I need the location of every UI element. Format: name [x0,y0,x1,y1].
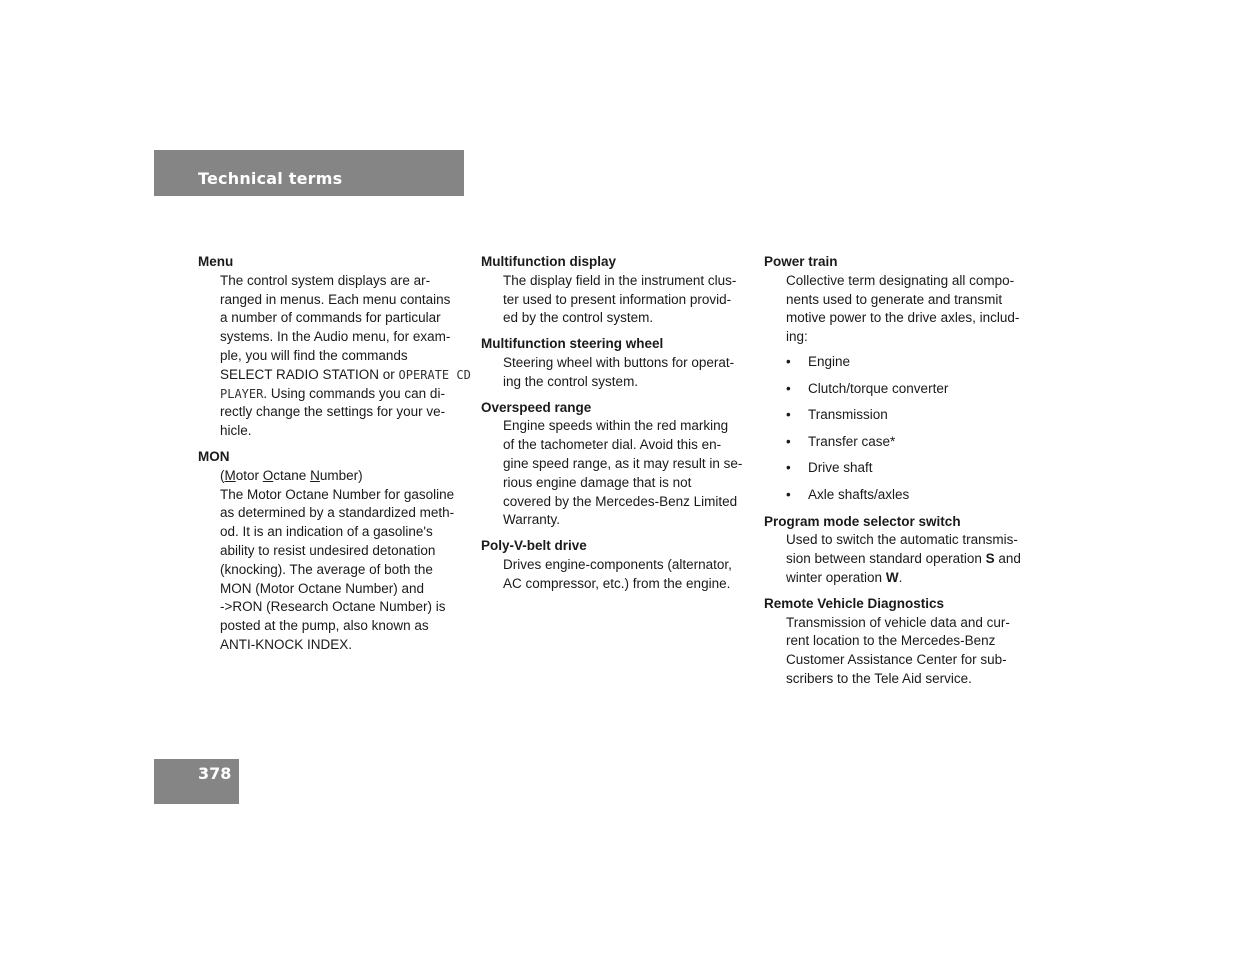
list-item: • Transmission [786,406,1032,425]
term-multifunction-display: Multifunction display [481,254,616,269]
mode-w-symbol: W [885,569,899,585]
text-line: Customer Assistance Center for sub- [786,652,1007,668]
text-line: ing: [786,329,808,345]
column-1 [198,253,471,662]
text-line: systems. In the Audio menu, for exam- [220,329,451,345]
text-line: Engine speeds within the red marking [503,418,729,434]
text-line: ability to resist undesired detonation [220,542,436,558]
column-3 [764,253,1032,696]
list-item: • Drive shaft [786,459,1032,478]
list-item: • Engine [786,353,1032,372]
text-line: motive power to the drive axles, includ- [786,310,1020,326]
text-line [220,366,471,385]
list-item: • Clutch/torque converter [786,380,1032,399]
text-line: scribers to the Tele Aid service. [786,670,972,686]
text-line: The control system displays are ar- [220,272,431,288]
term-remote-vehicle-diagnostics: Remote Vehicle Diagnostics [764,595,945,611]
text-line: gine speed range, as it may result in se- [503,455,743,471]
command-select-radio-station: SELECT RADIO STATION [220,366,380,382]
text-line: od. It is an indication of a gasoline's [220,524,433,540]
power-train-components-list [786,353,1032,505]
text-fragment: otor [235,467,263,483]
term-mon: MON [198,448,230,464]
page-number-tab [154,759,239,804]
text-line: Transmission of vehicle data and cur- [786,614,1010,630]
term-overspeed-range: Overspeed range [481,399,592,415]
text-line [786,569,1032,588]
text-fragment: and [994,551,1021,567]
text-fragment: . [898,569,903,585]
term-program-mode-selector-switch: Program mode selector switch [764,513,961,529]
term-menu: Menu [198,254,234,269]
text-line: Warranty. [503,512,561,528]
or-text: or [379,366,399,382]
text-fragment: . Using commands you can di- [263,385,445,401]
text-line [220,385,466,404]
term-poly-v-belt-drive: Poly-V-belt drive [481,538,587,554]
text-line: Steering wheel with buttons for operat- [503,354,735,370]
text-line: of the tachometer dial. Avoid this en- [503,437,722,453]
list-item: • Transfer case* [786,433,1032,452]
text-line: ranged in menus. Each menu contains [220,291,451,307]
column-2 [481,253,749,601]
text-line: ter used to present information provid- [503,291,732,307]
text-fragment: ctane [273,467,311,483]
command-operate-cd-part2: PLAYER [220,386,264,401]
definition-remote-vehicle-diagnostics [786,614,1032,689]
text-line: Drives engine-components (alternator, [503,556,732,572]
underlined-letter: M [224,467,236,483]
text-line: rectly change the settings for your ve- [220,404,446,420]
text-line: a number of commands for particular [220,310,441,326]
list-item: • Axle shafts/axles [786,486,1032,505]
text-line: The Motor Octane Number for gasoline [220,486,455,502]
text-line: Used to switch the automatic transmis- [786,532,1018,548]
text-fragment: ( [220,467,225,483]
term-power-train: Power train [764,254,838,269]
term-multifunction-steering-wheel: Multifunction steering wheel [481,336,664,352]
definition-power-train [786,272,1032,505]
mon-abbreviation [220,467,466,486]
section-title: Technical terms [198,169,343,188]
text-line: rious engine damage that is not [503,474,692,490]
text-line: nents used to generate and transmit [786,291,1003,307]
text-line: AC compressor, etc.) from the engine. [503,575,731,591]
text-line: The display field in the instrument clus- [503,272,737,288]
text-line: as determined by a standardized meth- [220,505,455,521]
underlined-letter: O [262,467,274,483]
definition-poly-v-belt-drive [503,556,749,594]
text-line: ple, you will find the commands [220,347,408,363]
definition-program-mode-selector-switch [786,531,1032,587]
command-operate-cd-part1: OPERATE CD [398,367,471,382]
text-line: (knocking). The average of both the [220,561,433,577]
text-line: Collective term designating all compo- [786,272,1015,288]
section-header-bar [154,150,464,196]
text-line: ing the control system. [503,373,639,389]
text-line: hicle. [220,423,252,439]
definition-menu [220,272,471,441]
text-line: ANTI-KNOCK INDEX. [220,636,353,652]
text-fragment: umber) [319,467,363,483]
text-line: posted at the pump, also known as [220,618,429,634]
definition-mon [220,467,466,655]
text-line: ->RON (Research Octane Number) is [220,599,446,615]
definition-overspeed-range [503,417,749,530]
mode-s-symbol: S [985,551,995,567]
text-line: covered by the Mercedes-Benz Limited [503,493,738,509]
definition-multifunction-display [503,272,749,328]
definition-multifunction-steering-wheel [503,354,749,392]
page-number: 378 [198,764,232,783]
text-fragment: sion between standard operation [786,551,986,567]
text-fragment: winter operation [786,569,886,585]
underlined-letter: N [310,467,320,483]
text-line: rent location to the Mercedes-Benz [786,633,996,649]
text-line [786,550,1032,569]
text-line: ed by the control system. [503,310,654,326]
text-line: MON (Motor Octane Number) and [220,580,425,596]
